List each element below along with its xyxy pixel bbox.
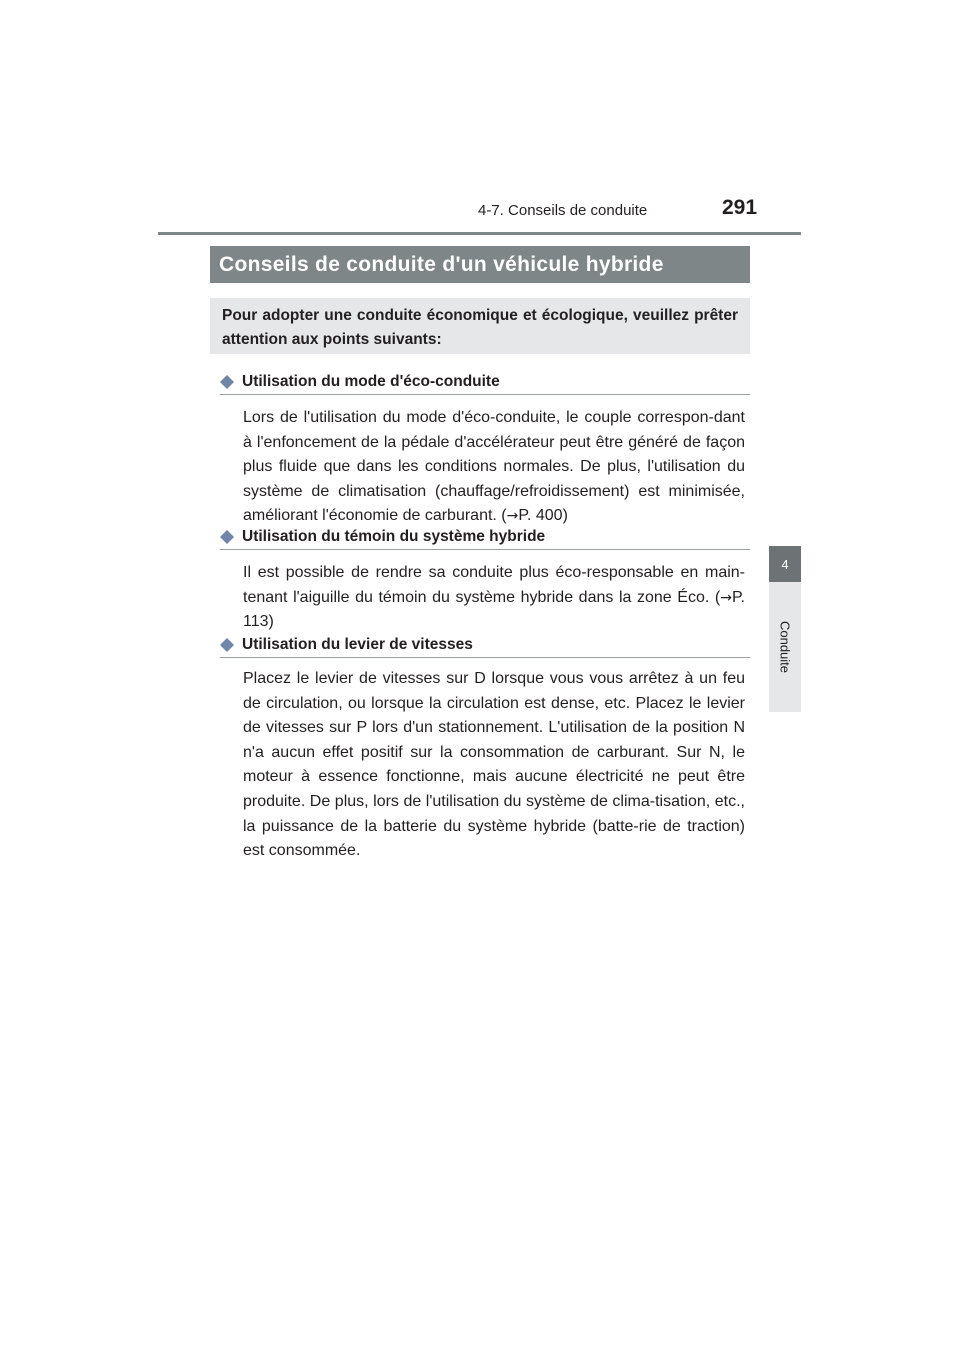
section-heading-text: Utilisation du témoin du système hybride: [242, 528, 546, 545]
chapter-tab-label: Conduite: [777, 620, 793, 674]
intro-text: Pour adopter une conduite économique et écologique, veuillez prêter attention aux points suivants:: [222, 307, 738, 348]
section-heading-eco-mode: [220, 372, 750, 392]
page-title: Conseils de conduite d'un véhicule hybride: [210, 246, 750, 283]
chapter-tab-number[interactable]: 4: [769, 546, 801, 582]
page-reference[interactable]: P. 113): [243, 588, 745, 631]
diamond-bullet-icon: [220, 638, 234, 652]
section-heading-gear-lever: [220, 635, 750, 655]
page-ref-arrow: →: [720, 589, 732, 606]
section-body-text: Placez le levier de vitesses sur D lorsque vous vous arrêtez à un feu de circulation, ou lorsque la circulation est dense, etc. Placez le levier de vitesses sur P lors d'un stationnement. L'utilisation de la position N n'a aucun effet positif sur la consommation de carburant. Sur N, le moteur à essence fonctionne, mais aucune électricité ne peut être produite. De plus, lors de l'utilisation du système de clima-tisation, etc., la puissance de la batterie du système hybride (batte-rie de traction) est consommée.: [243, 670, 745, 860]
section-heading-text: Utilisation du mode d'éco-conduite: [242, 373, 500, 390]
section-heading-hybrid-indicator: [220, 527, 750, 547]
header-rule: [158, 232, 801, 235]
diamond-bullet-icon: [220, 375, 234, 389]
page-reference[interactable]: P. 400): [518, 507, 568, 525]
section-body-eco-mode: [243, 406, 745, 529]
section-rule: [220, 394, 750, 395]
page-number: 291: [722, 196, 758, 219]
section-rule: [220, 657, 750, 658]
section-body-gear-lever: [243, 667, 745, 864]
section-heading-text: Utilisation du levier de vitesses: [242, 636, 473, 653]
page-ref-arrow: →: [506, 508, 519, 525]
intro-box: [210, 298, 750, 354]
diamond-bullet-icon: [220, 530, 234, 544]
section-body-hybrid-indicator: [243, 561, 745, 635]
section-body-text: Lors de l'utilisation du mode d'éco-conduite, le couple correspon-dant à l'enfoncement de la pédale d'accélérateur peut être généré de façon plus fluide que dans les conditions normales. De plus, l'utilisation du système de climatisation (chauffage/refroidissement) est minimisée, améliorant l'économie de carburant. (: [243, 409, 745, 525]
section-rule: [220, 549, 750, 550]
section-body-text: Il est possible de rendre sa conduite plus éco-responsable en main-tenant l'aiguille du témoin du système hybride dans la zone Éco. (: [243, 564, 745, 606]
header-section-title: 4-7. Conseils de conduite: [478, 202, 648, 219]
